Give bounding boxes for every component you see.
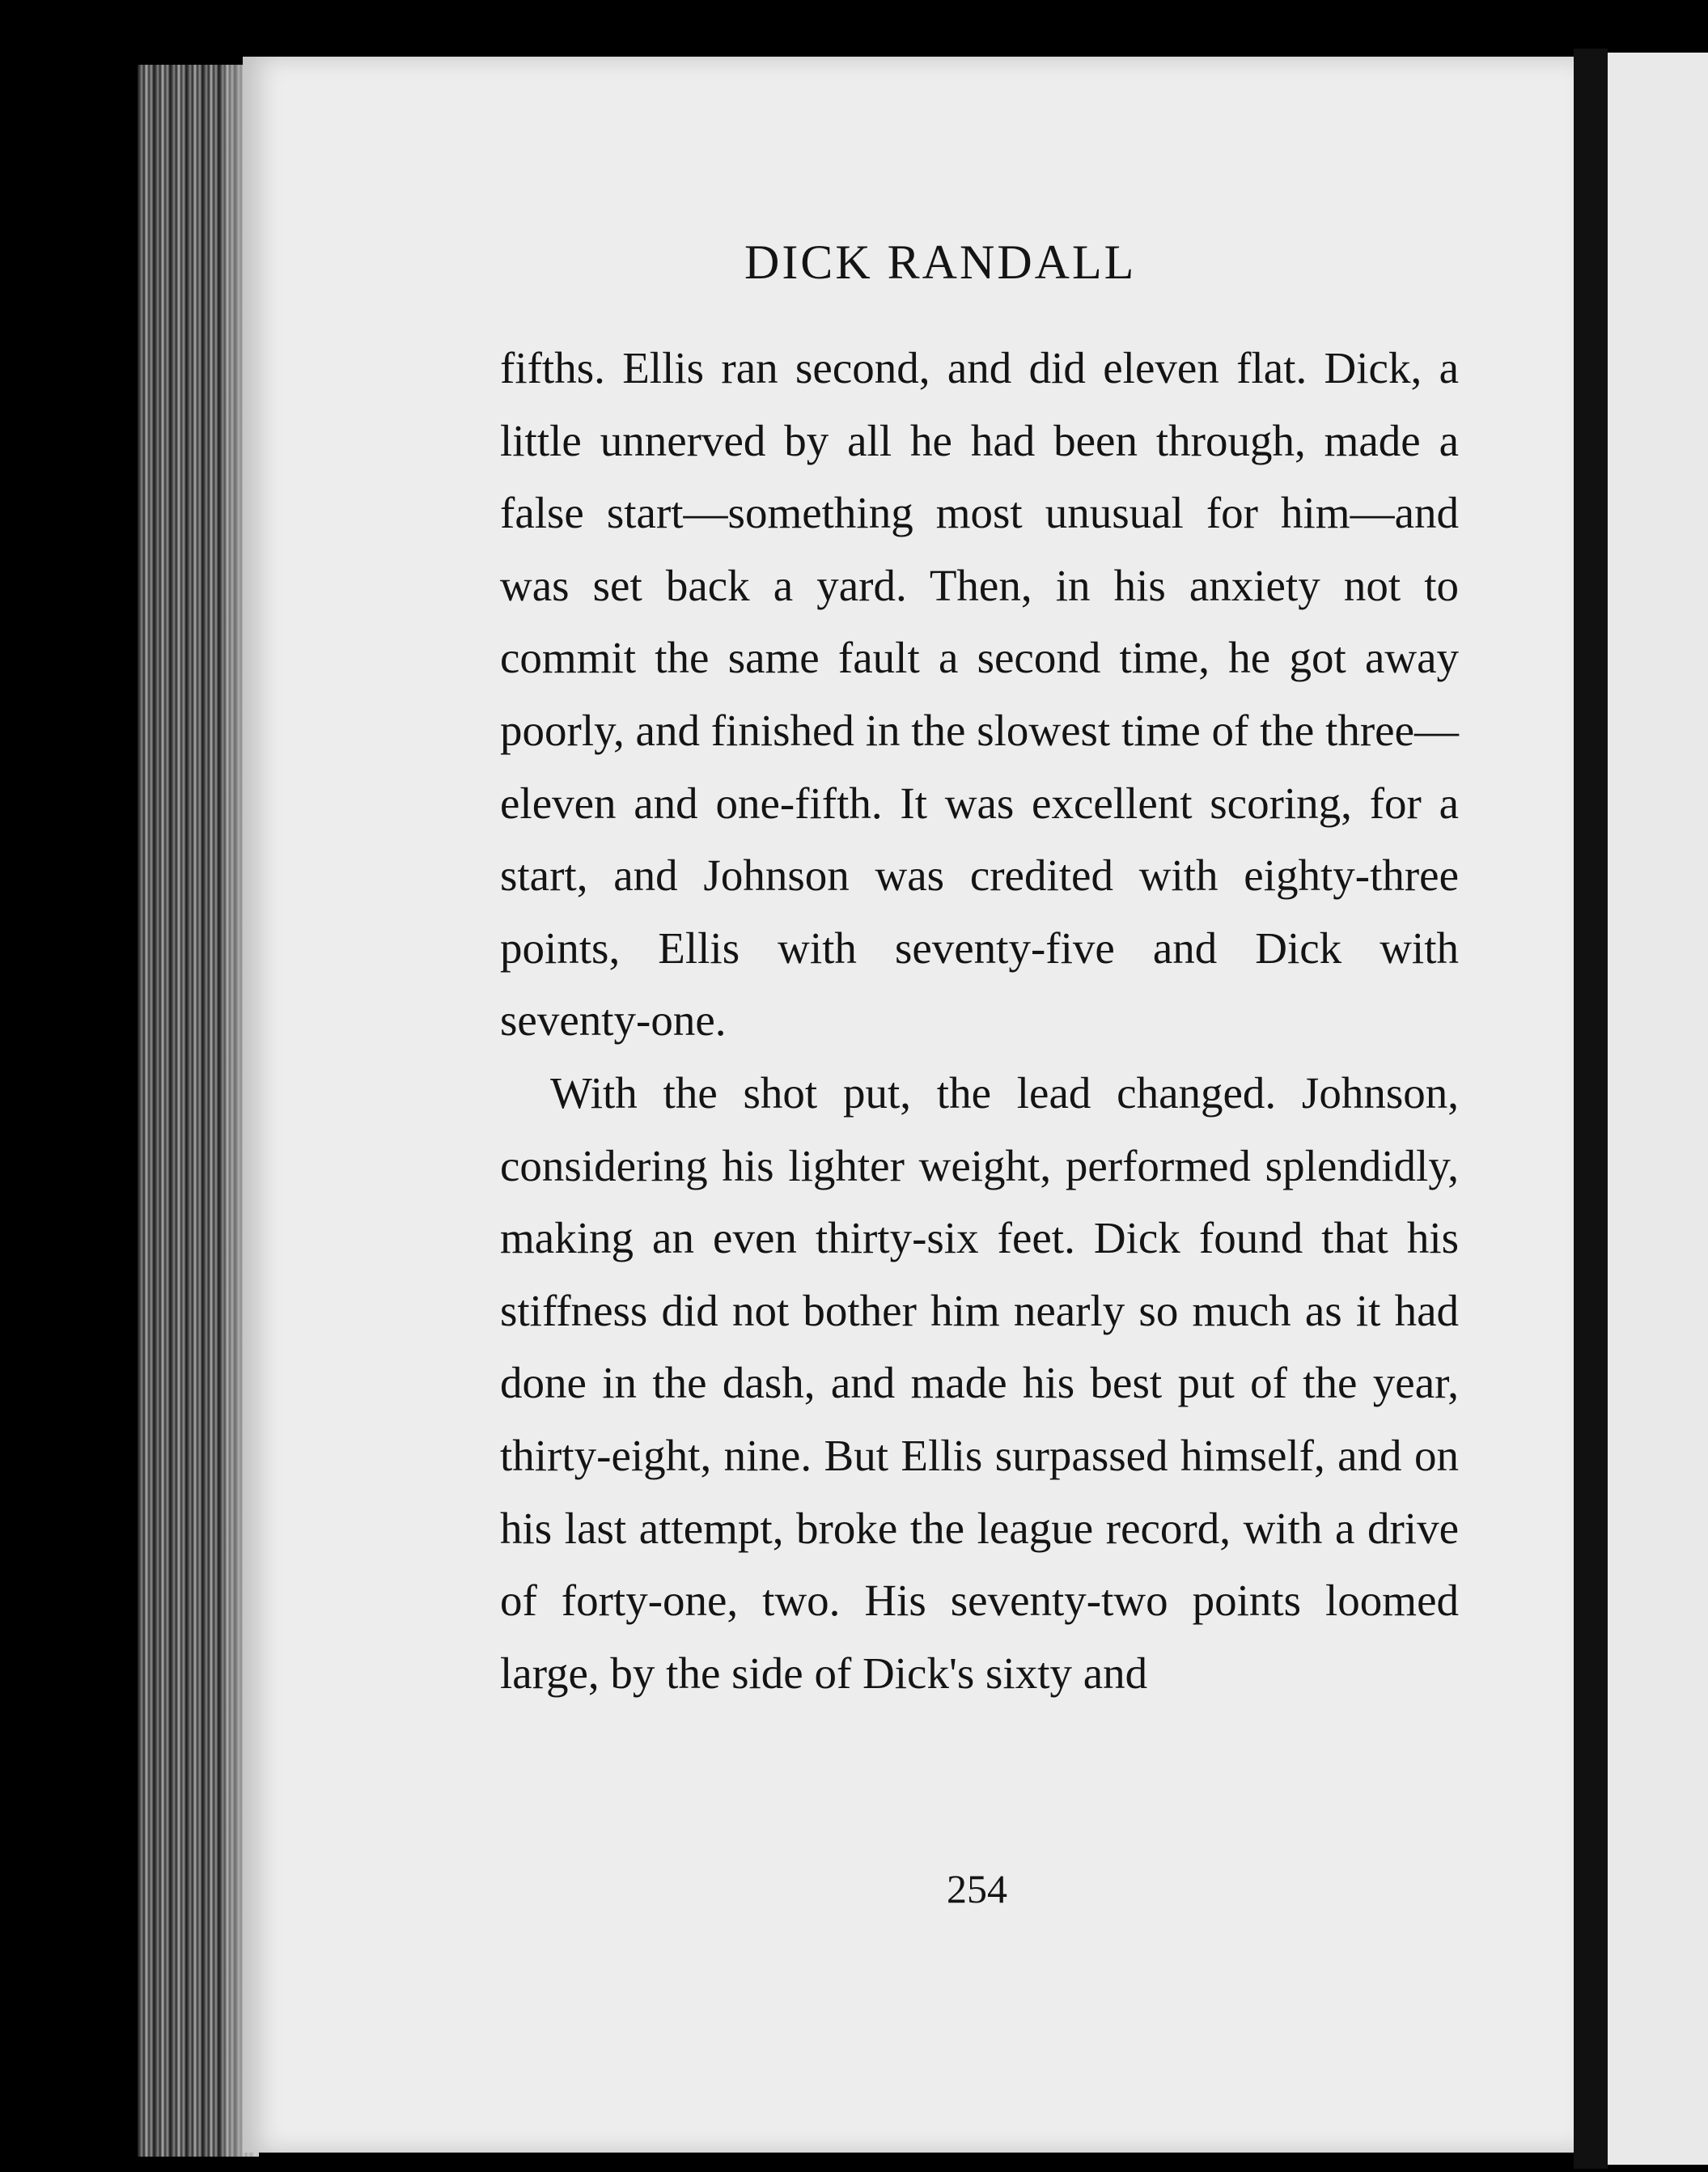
page-edge-stack [138, 65, 259, 2157]
facing-page-edge [1608, 53, 1708, 2165]
paragraph-2: With the shot put, the lead changed. Johnson, considering his lighter weight, performed splendidly, making an even thirty-six feet. Dick found that his stiffness did not bother him nearly so much as it had done in the dash, and made his best put of the year, thirty-eight, nine. But Ellis surpassed himself, and on his last attempt, broke the league record, with a drive of forty-one, two. His seventy-two points loomed large, by the side of Dick's sixty and [500, 1067, 1459, 1698]
page-number: 254 [947, 1866, 1007, 1911]
book-gutter [1574, 49, 1608, 2169]
body-text [500, 332, 1459, 1709]
running-head: DICK RANDALL [744, 235, 1137, 289]
paragraph-1: fifths. Ellis ran second, and did eleven flat. Dick, a little unnerved by all he had been through, made a false start—something most unusual for him—and was set back a yard. Then, in his anxiety not to commit the same fault a second time, he got away poorly, and finished in the slowest time of the three—eleven and one-fifth. It was excellent scoring, for a start, and Johnson was credited with eighty-three points, Ellis with seventy-five and Dick with seventy-one. [500, 343, 1459, 1046]
